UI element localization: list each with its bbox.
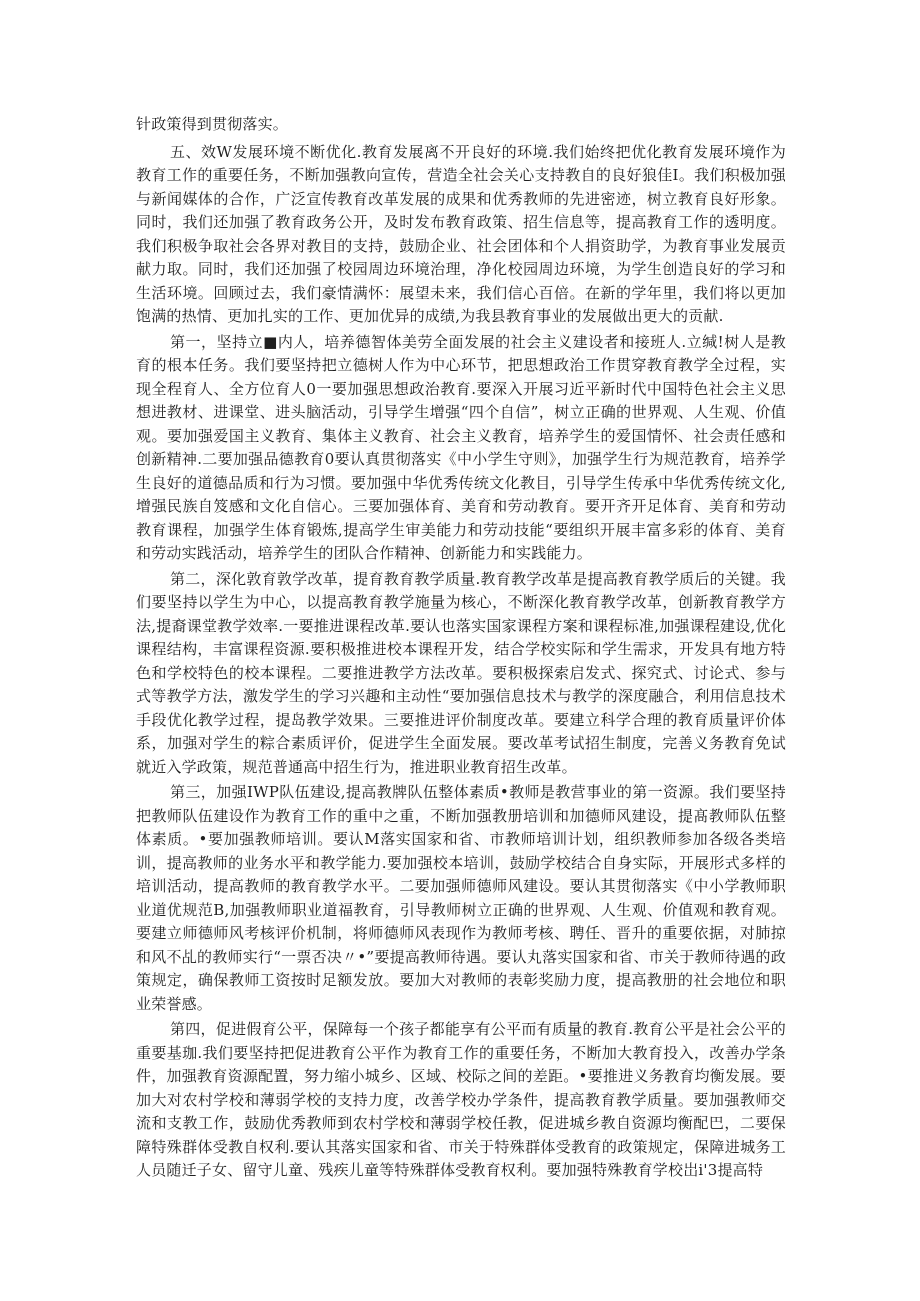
document-page — [136, 113, 786, 1183]
paragraph-fourth-point: 第四，促进假育公平，保障每一个孩子都能享有公平而有质量的教育.教育公平是社会公平的重要基珈.我们要坚持把促进教育公平作为教育工作的重要任务，不断加大教育投入，改善办学条件，加强教育资源配置，努力缩小城乡、区域、校际之间的差距。•要推进义务教育均衡发展。要加大对农村学校和薄弱学校的支持力度，改善学校办学条件，提高教育教学质量。要加强教师交流和支教工作，鼓励优秀教师到农村学校和薄弱学校任教，促进城乡教自资源均衡配巴，二要保障特殊群体受教自权利.要认其落实国家和省、市关于特殊群体受教育的政策规定，保障进城务工人员随迁子女、留守儿童、残疾儿童等特殊群体受教育权利。要加强特殊教育学校岀i'3提高特 — [136, 1020, 786, 1179]
paragraph-section-five: 五、效W发展环境不断优化.教育发展离不开良好的环境.我们始终把优化教育发展环境作为教育工作的重要任务，不断加强教向宣传，营造全社会关心支持教自的良好狼佳I。我们积极加强与新闻媒体的合作，广泛宣传教育改革发展的成果和优秀教师的先进密迹，树立教育良好形象。同时，我们还加强了教育政务公开，及时发布教育政策、招生信息等，提高教育工作的透明度。我们积极争取社会各界对教目的支持，鼓励企业、社会团体和个人捐资助学，为教育事业发展贡献力取。同时，我们还加强了校园周边环境治理，净化校园周边环境，为学生创造良好的学习和生活环境。回顾过去，我们豪情满怀：展望未来，我们信心百倍。在新的学年里，我们将以更加饱满的热情、更加扎实的工作、更加优异的成绩,为我县教育事业的发展做出更大的贡献. — [136, 142, 786, 325]
paragraph-first-point: 第一，坚持立■内人，培养德智体美劳全面发展的社会主义建设者和接班人.立缄!树人是教育的根本任务。我们要坚持把立德树人作为中心环节，把思想政治工作贯穿教育教学全过程，实现全程育人、全方位育人0一要加强思想政治教育.要深入开展习近平新时代中国特色社会主义思想进教材、进课堂、进头脑活动，引导学生增强“四个自信”，树立正确的世界观、人生观、价值观。要加强爱国主义教育、集体主义教育、社会主义教育，培养学生的爱国情怀、社会责任感和创新精神.二要加强品德教育0要认真贯彻落实《中小学生守则》，加强学生行为规范教育，培养学生良好的道德品质和行为习惯。要加强中华优秀传统文化教目，引导学生传承中华优秀传统文化,增强民族自笈感和文化自信心。三要加强体育、美育和劳动教育。要开齐开足体育、美育和劳动教育课程，加强学生体育锻炼,提高学生审美能力和劳动技能“要组织开展丰富多彩的体育、美育和劳动实践活动，培养学生的团队合作精神、创新能力和实践能力。 — [136, 332, 786, 562]
paragraph-second-point: 第二，深化敦育敦学改革，提育教育教学质量.教育教学改革是提高教育教学质后的关键。我们要坚持以学生为中心，以提高教育教学施量为核心，不断深化教育教学改革，创新教育教学方法,提裔课堂教学效率.一要推进课程改革.要认也落实国家课程方案和课程标准,加强课程建设,优化课程结构，丰富课程资源.要积极推进校本课程开发，结合学校实际和学生需求，开发具有地方特色和学校特色的校本课程。二要推进教学方法改革。要积极探索启发式、探究式、讨论式、参与式等教学方法，激发学生的学习兴趣和主动性“要加强信息技术与教学的深度融合，利用信息技术手段优化教学过程，提岛教学效果。三要推进评价制度改革。要建立科学合理的教育质量评价体系，加强对学生的粽合素质评价，促进学生全面发展。要改革考试招生制度，完善义务教育免试就近入学政策，规范普通高中招生行为，推进职业教育招生改革。 — [136, 569, 786, 776]
paragraph-third-point: 第三，加强IWP队伍建设,提高教牌队伍整体素质•教师是教营事业的第一资源。我们要坚持把教师队伍建设作为教育工作的重中之重，不断加强教册培训和加德师风建设，提髙教师队伍整体素质。•要加强教师培训。要认M落实国家和省、市教师培训计划，组织教师参加各级各类培训，提高教师的业务水平和教学能力.要加强校本培训，鼓励学校结合自身实际，开展形式多样的培训活动，提高教师的教育教学水平。二要加强师德师风建设。要认其贯彻落实《中小学教师职业道优规范B,加强教师职业道福教育，引导教师树立正确的世界观、人生观、价值观和教育观。要建立师德师风考核评价机制，将师德师风表现作为教师考核、聘任、晋升的重要依据，对肺掠和风不乩的教师实行“一票否决〃•”要提高教师待遇。要认丸落实国家和省、市关于教师待遇的政策规定，确保教师工资按时足额发放。要加大对教师的表彰奖励力度，提高教册的社会地位和职业荣誉感。 — [136, 783, 786, 1013]
paragraph-continuation: 针政策得到贯彻落实。 — [136, 115, 289, 133]
